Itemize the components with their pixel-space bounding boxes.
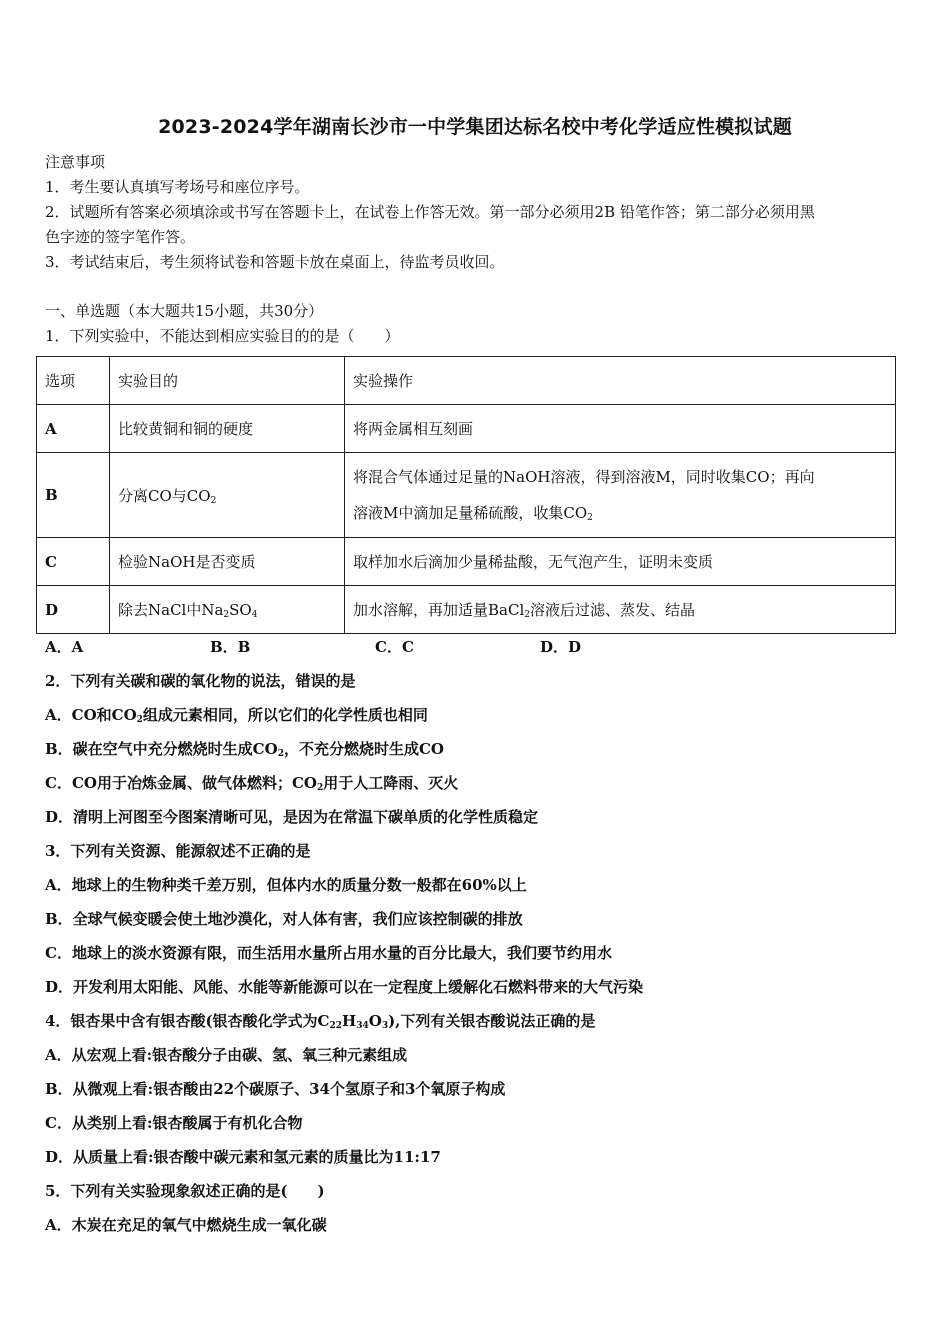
row-option: B <box>37 453 110 538</box>
header-goal: 实验目的 <box>110 357 345 405</box>
row-operation: 加水溶解，再加适量BaCl$_2$溶液后过滤、蒸发、结晶 <box>345 586 896 634</box>
q2-option-b[interactable]: B．碳在空气中充分燃烧时生成$CO_2$，不充分燃烧时生成CO <box>45 740 444 759</box>
row-goal: 比较黄铜和铜的硬度 <box>110 405 345 453</box>
q4-option-d[interactable]: D．从质量上看:银杏酸中碳元素和氢元素的质量比为11:17 <box>45 1148 441 1166</box>
row-goal: 分离CO与$CO_2$ <box>110 453 345 538</box>
q2-option-c[interactable]: C．CO用于冶炼金属、做气体燃料；$CO_2$用于人工降雨、灭火 <box>45 774 459 793</box>
q1-option-d[interactable]: D．D <box>540 638 582 656</box>
section-heading: 一、单选题（本大题共15小题，共30分） <box>45 302 324 320</box>
q3-option-d[interactable]: D．开发利用太阳能、风能、水能等新能源可以在一定程度上缓解化石燃料带来的大气污染 <box>45 978 644 996</box>
q3-option-c[interactable]: C．地球上的淡水资源有限，而生活用水量所占用水量的百分比最大，我们要节约用水 <box>45 944 612 962</box>
table-row <box>37 405 896 453</box>
notice-item-3: 3．考试结束后，考生须将试卷和答题卡放在桌面上，待监考员收回。 <box>45 253 505 271</box>
q2-stem: 2．下列有关碳和碳的氧化物的说法，错误的是 <box>45 672 356 690</box>
table-header-row <box>37 357 896 405</box>
q1-stem: 1．下列实验中，不能达到相应实验目的的是（ ） <box>45 327 400 345</box>
notice-item-2-cont: 色字迹的签字笔作答。 <box>45 228 196 246</box>
q3-stem: 3．下列有关资源、能源叙述不正确的是 <box>45 842 311 860</box>
row-operation: 取样加水后滴加少量稀盐酸，无气泡产生，证明未变质 <box>345 538 896 586</box>
row-operation: 将混合气体通过足量的NaOH溶液，得到溶液M，同时收集CO；再向 溶液M中滴加足量稀硫酸，收集$CO_2$ <box>345 453 896 538</box>
notice-item-1: 1．考生要认真填写考场号和座位序号。 <box>45 178 310 196</box>
q1-option-a[interactable]: A．A <box>45 638 84 656</box>
row-option: C <box>37 538 110 586</box>
q4-option-b[interactable]: B．从微观上看:银杏酸由22个碳原子、34个氢原子和3个氧原子构成 <box>45 1080 506 1098</box>
q1-table <box>36 356 896 634</box>
notice-item-2: 2．试题所有答案必须填涂或书写在答题卡上，在试卷上作答无效。第一部分必须用2B 铅笔作答；第二部分必须用黑 <box>45 203 815 221</box>
q4-option-a[interactable]: A．从宏观上看:银杏酸分子由碳、氢、氧三种元素组成 <box>45 1046 408 1064</box>
q3-option-a[interactable]: A．地球上的生物种类千差万别，但体内水的质量分数一般都在60%以上 <box>45 876 527 894</box>
row-goal: 除去NaCl中$Na_2SO_4$ <box>110 586 345 634</box>
table-row <box>37 538 896 586</box>
q2-option-a[interactable]: A．CO和$CO_2$组成元素相同，所以它们的化学性质也相同 <box>45 706 428 725</box>
row-option: D <box>37 586 110 634</box>
page-title: 2023-2024学年湖南长沙市一中学集团达标名校中考化学适应性模拟试题 <box>158 116 792 138</box>
table-row <box>37 586 896 634</box>
header-option: 选项 <box>37 357 110 405</box>
q1-options <box>45 637 705 657</box>
row-operation: 将两金属相互刻画 <box>345 405 896 453</box>
q2-option-d[interactable]: D．清明上河图至今图案清晰可见，是因为在常温下碳单质的化学性质稳定 <box>45 808 539 826</box>
q5-option-a[interactable]: A．木炭在充足的氧气中燃烧生成一氧化碳 <box>45 1216 327 1234</box>
q1-option-b[interactable]: B．B <box>210 638 251 656</box>
table-row <box>37 453 896 538</box>
q4-option-c[interactable]: C．从类别上看:银杏酸属于有机化合物 <box>45 1114 303 1132</box>
row-goal: 检验NaOH是否变质 <box>110 538 345 586</box>
header-operation: 实验操作 <box>345 357 896 405</box>
q3-option-b[interactable]: B．全球气候变暖会使土地沙漠化，对人体有害，我们应该控制碳的排放 <box>45 910 523 928</box>
q4-stem: 4．银杏果中含有银杏酸(银杏酸化学式为$C_{22}H_{34}O_3$),下列有关银杏酸说法正确的是 <box>45 1012 596 1031</box>
q5-stem: 5．下列有关实验现象叙述正确的是( ) <box>45 1182 325 1200</box>
row-option: A <box>37 405 110 453</box>
notice-heading: 注意事项 <box>45 153 106 171</box>
q1-option-c[interactable]: C．C <box>375 638 414 656</box>
